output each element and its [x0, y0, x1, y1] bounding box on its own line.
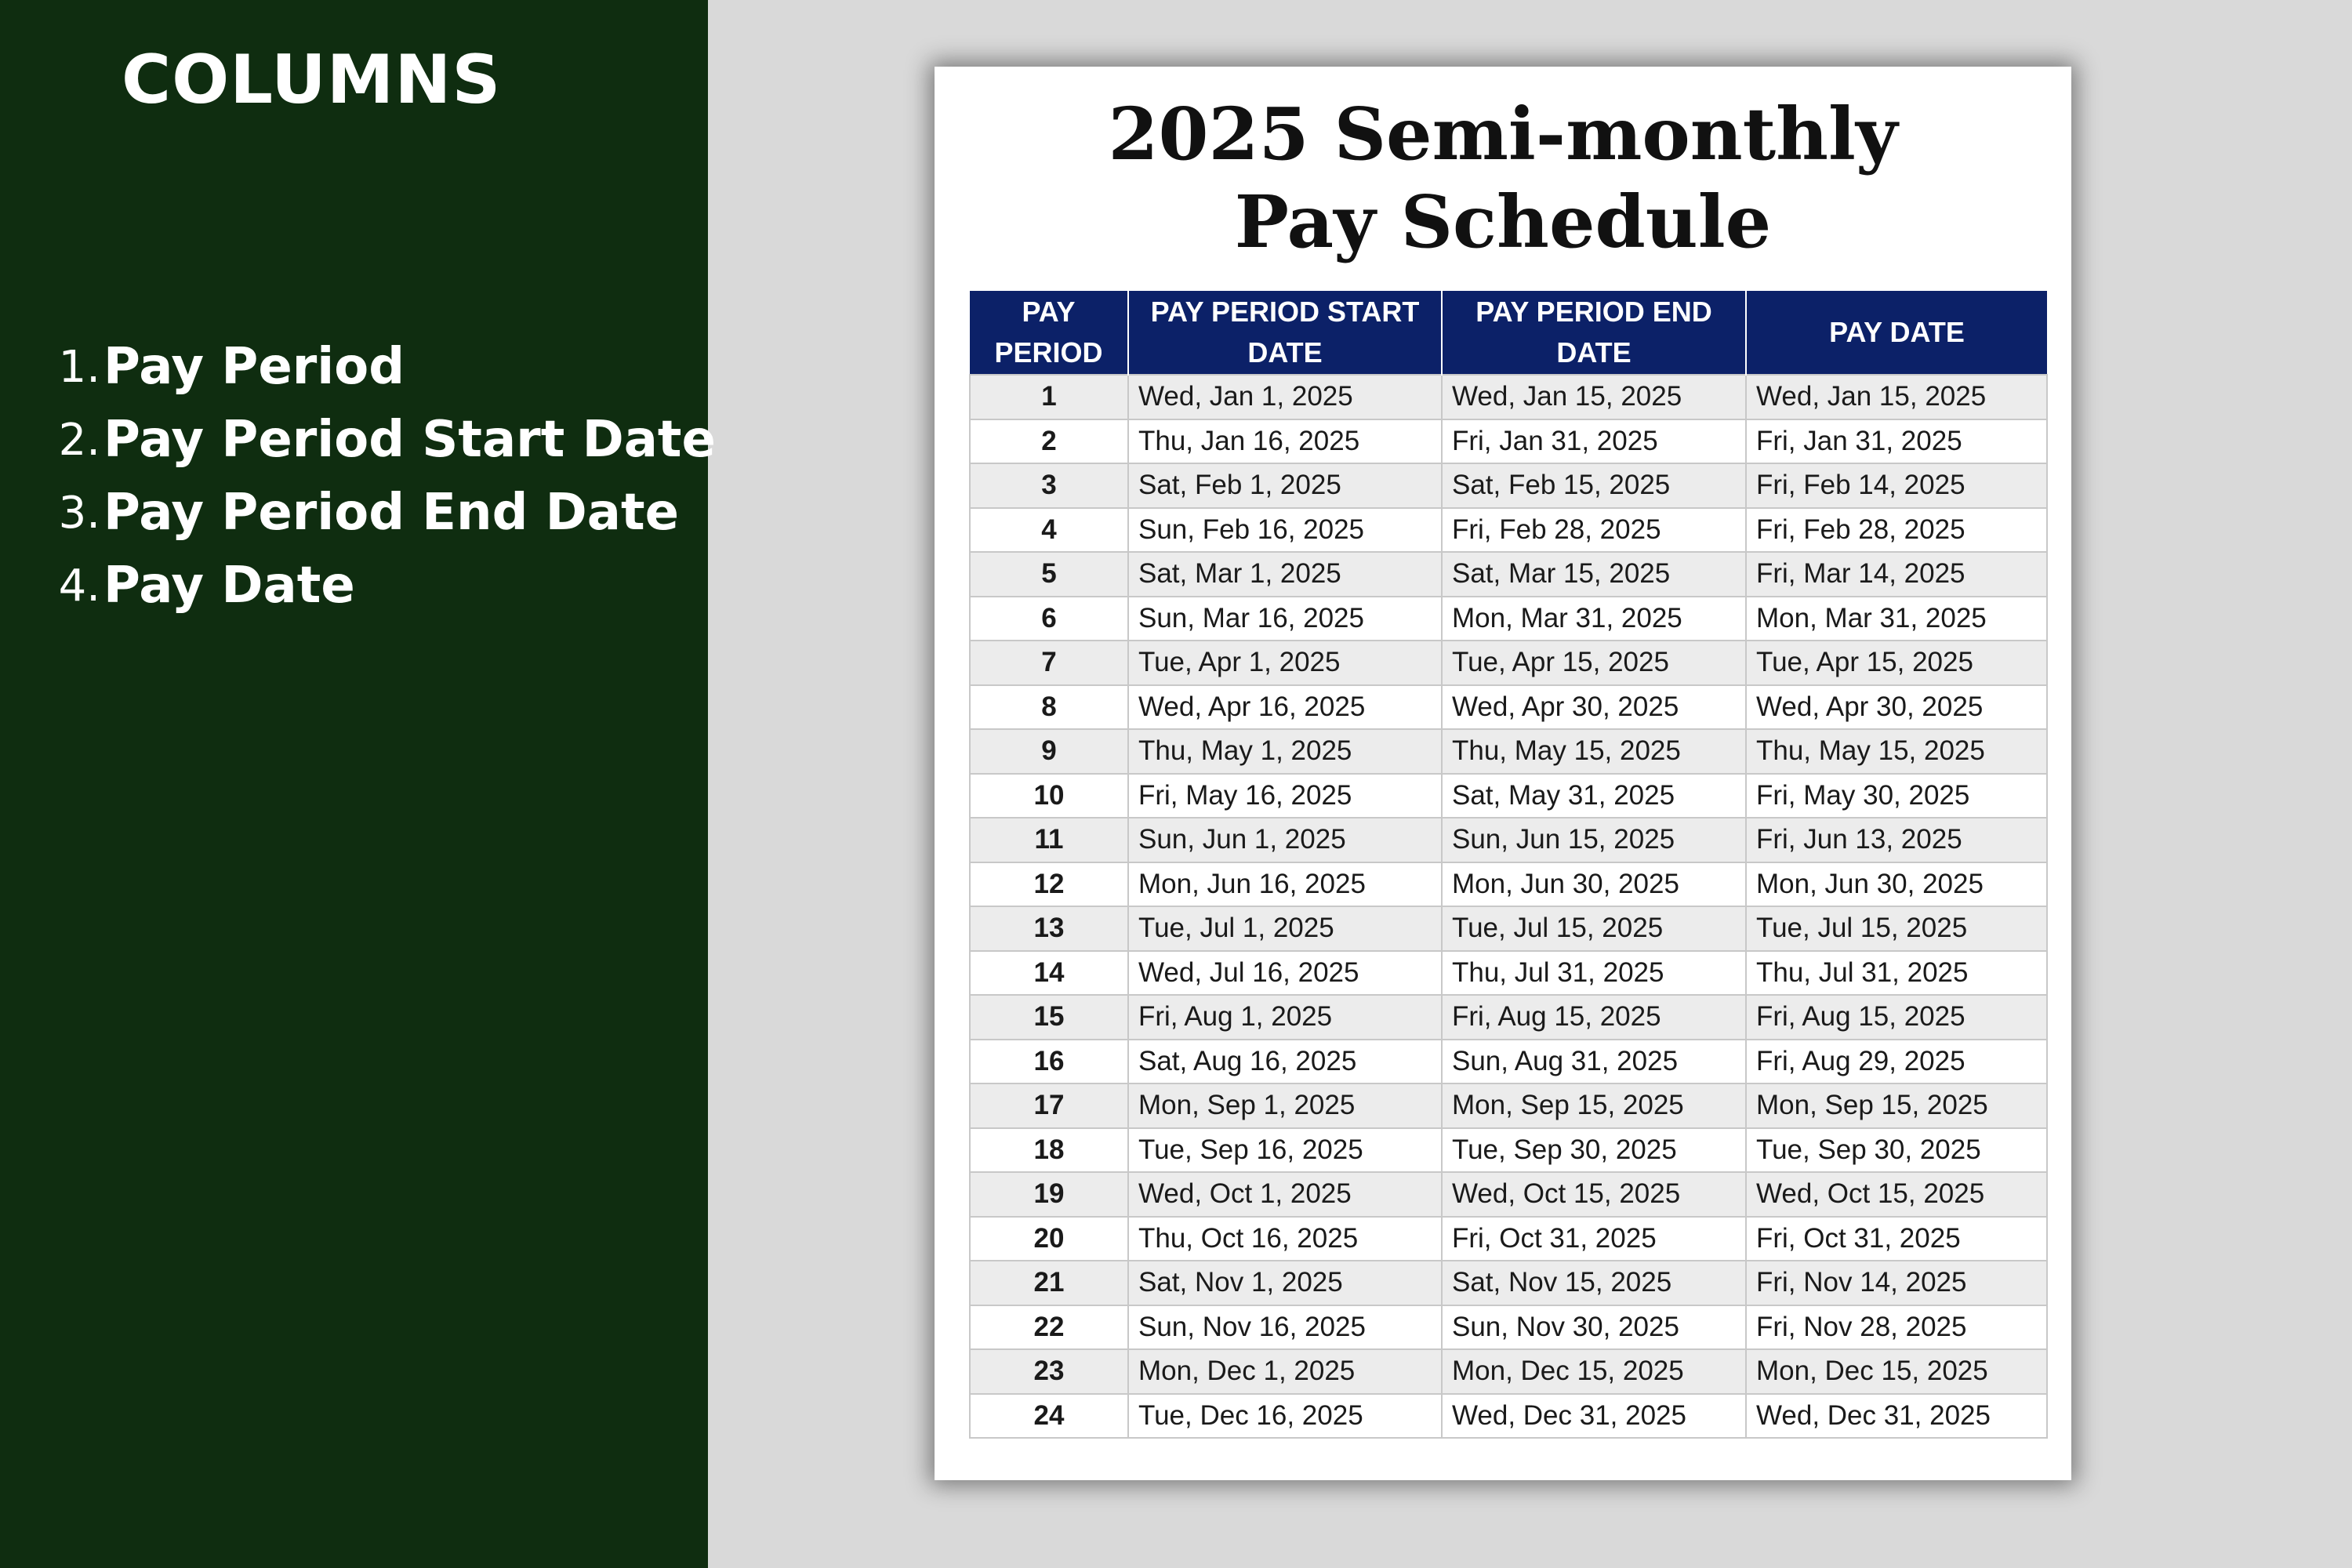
table-row	[970, 1261, 2047, 1305]
table-row	[970, 508, 2047, 553]
cell-pay-date: Wed, Apr 30, 2025	[1746, 685, 2047, 730]
table-row	[970, 552, 2047, 597]
cell-pay-date: Fri, Feb 28, 2025	[1746, 508, 2047, 553]
cell-end-date: Thu, Jul 31, 2025	[1442, 951, 1746, 996]
cell-start-date: Fri, Aug 1, 2025	[1128, 995, 1442, 1040]
header-pay-period: PAY PERIOD	[970, 291, 1128, 375]
cell-start-date: Wed, Apr 16, 2025	[1128, 685, 1442, 730]
cell-pay-period: 11	[970, 818, 1128, 862]
cell-end-date: Wed, Oct 15, 2025	[1442, 1172, 1746, 1217]
table-row	[970, 862, 2047, 907]
document-title-line: 2025 Semi-monthly	[1108, 92, 1898, 176]
cell-end-date: Fri, Feb 28, 2025	[1442, 508, 1746, 553]
table-row	[970, 1172, 2047, 1217]
cell-pay-period: 23	[970, 1349, 1128, 1394]
cell-pay-period: 20	[970, 1217, 1128, 1261]
cell-pay-date: Mon, Sep 15, 2025	[1746, 1083, 2047, 1128]
cell-pay-date: Fri, Jan 31, 2025	[1746, 419, 2047, 464]
table-row	[970, 1128, 2047, 1173]
cell-pay-date: Fri, Oct 31, 2025	[1746, 1217, 2047, 1261]
cell-end-date: Mon, Sep 15, 2025	[1442, 1083, 1746, 1128]
cell-end-date: Tue, Apr 15, 2025	[1442, 641, 1746, 685]
cell-pay-date: Fri, Aug 15, 2025	[1746, 995, 2047, 1040]
cell-pay-date: Fri, Nov 14, 2025	[1746, 1261, 2047, 1305]
cell-pay-period: 4	[970, 508, 1128, 553]
table-row	[970, 1040, 2047, 1084]
cell-start-date: Thu, May 1, 2025	[1128, 729, 1442, 774]
cell-start-date: Tue, Sep 16, 2025	[1128, 1128, 1442, 1173]
cell-start-date: Sat, Nov 1, 2025	[1128, 1261, 1442, 1305]
cell-pay-date: Fri, Jun 13, 2025	[1746, 818, 2047, 862]
table-row	[970, 951, 2047, 996]
list-number: 4.	[58, 561, 100, 612]
list-label: Pay Date	[103, 557, 355, 615]
cell-end-date: Sat, Feb 15, 2025	[1442, 463, 1746, 508]
document-page	[935, 67, 2071, 1480]
cell-end-date: Mon, Mar 31, 2025	[1442, 597, 1746, 641]
table-row	[970, 729, 2047, 774]
cell-start-date: Sun, Jun 1, 2025	[1128, 818, 1442, 862]
pay-schedule-table	[969, 291, 2048, 1439]
sidebar-panel	[0, 0, 716, 1568]
cell-start-date: Tue, Dec 16, 2025	[1128, 1394, 1442, 1439]
table-row	[970, 641, 2047, 685]
cell-end-date: Wed, Apr 30, 2025	[1442, 685, 1746, 730]
cell-end-date: Fri, Aug 15, 2025	[1442, 995, 1746, 1040]
cell-pay-date: Fri, May 30, 2025	[1746, 774, 2047, 818]
cell-start-date: Sat, Feb 1, 2025	[1128, 463, 1442, 508]
cell-pay-date: Mon, Jun 30, 2025	[1746, 862, 2047, 907]
list-number: 3.	[58, 488, 100, 539]
table-row	[970, 419, 2047, 464]
cell-end-date: Tue, Sep 30, 2025	[1442, 1128, 1746, 1173]
cell-end-date: Mon, Dec 15, 2025	[1442, 1349, 1746, 1394]
cell-start-date: Sat, Aug 16, 2025	[1128, 1040, 1442, 1084]
cell-start-date: Sun, Nov 16, 2025	[1128, 1305, 1442, 1350]
cell-end-date: Sat, May 31, 2025	[1442, 774, 1746, 818]
cell-pay-date: Thu, May 15, 2025	[1746, 729, 2047, 774]
cell-pay-period: 18	[970, 1128, 1128, 1173]
cell-end-date: Fri, Jan 31, 2025	[1442, 419, 1746, 464]
cell-pay-period: 19	[970, 1172, 1128, 1217]
document-title	[935, 90, 2071, 266]
cell-pay-date: Wed, Jan 15, 2025	[1746, 375, 2047, 419]
cell-pay-period: 12	[970, 862, 1128, 907]
list-number: 1.	[58, 342, 100, 393]
cell-pay-period: 13	[970, 906, 1128, 951]
cell-pay-period: 14	[970, 951, 1128, 996]
cell-pay-date: Mon, Dec 15, 2025	[1746, 1349, 2047, 1394]
cell-pay-period: 3	[970, 463, 1128, 508]
cell-pay-period: 2	[970, 419, 1128, 464]
header-pay-date: PAY DATE	[1746, 291, 2047, 375]
cell-pay-date: Fri, Mar 14, 2025	[1746, 552, 2047, 597]
cell-pay-period: 9	[970, 729, 1128, 774]
cell-start-date: Tue, Jul 1, 2025	[1128, 906, 1442, 951]
cell-pay-date: Fri, Nov 28, 2025	[1746, 1305, 2047, 1350]
cell-pay-date: Tue, Jul 15, 2025	[1746, 906, 2047, 951]
table-row	[970, 774, 2047, 818]
list-label: Pay Period Start Date	[103, 411, 716, 469]
cell-end-date: Wed, Dec 31, 2025	[1442, 1394, 1746, 1439]
cell-pay-period: 8	[970, 685, 1128, 730]
cell-end-date: Mon, Jun 30, 2025	[1442, 862, 1746, 907]
list-label: Pay Period	[103, 338, 405, 396]
table-header-row	[970, 291, 2047, 375]
cell-end-date: Wed, Jan 15, 2025	[1442, 375, 1746, 419]
list-label: Pay Period End Date	[103, 484, 679, 542]
table-row	[970, 463, 2047, 508]
cell-pay-period: 21	[970, 1261, 1128, 1305]
header-end-date: PAY PERIOD END DATE	[1442, 291, 1746, 375]
cell-pay-period: 22	[970, 1305, 1128, 1350]
cell-end-date: Sun, Nov 30, 2025	[1442, 1305, 1746, 1350]
cell-end-date: Sun, Aug 31, 2025	[1442, 1040, 1746, 1084]
cell-pay-date: Fri, Feb 14, 2025	[1746, 463, 2047, 508]
table-row	[970, 995, 2047, 1040]
cell-pay-date: Mon, Mar 31, 2025	[1746, 597, 2047, 641]
cell-end-date: Tue, Jul 15, 2025	[1442, 906, 1746, 951]
header-start-date: PAY PERIOD START DATE	[1128, 291, 1442, 375]
cell-start-date: Mon, Jun 16, 2025	[1128, 862, 1442, 907]
cell-start-date: Mon, Dec 1, 2025	[1128, 1349, 1442, 1394]
cell-start-date: Wed, Jan 1, 2025	[1128, 375, 1442, 419]
sidebar-title: COLUMNS	[122, 41, 502, 119]
table-row	[970, 375, 2047, 419]
cell-pay-date: Tue, Sep 30, 2025	[1746, 1128, 2047, 1173]
cell-end-date: Sun, Jun 15, 2025	[1442, 818, 1746, 862]
cell-start-date: Fri, May 16, 2025	[1128, 774, 1442, 818]
table-row	[970, 1305, 2047, 1350]
cell-pay-period: 15	[970, 995, 1128, 1040]
cell-start-date: Thu, Oct 16, 2025	[1128, 1217, 1442, 1261]
table-row	[970, 818, 2047, 862]
table-row	[970, 1083, 2047, 1128]
table-row	[970, 906, 2047, 951]
cell-start-date: Sun, Mar 16, 2025	[1128, 597, 1442, 641]
cell-start-date: Sun, Feb 16, 2025	[1128, 508, 1442, 553]
cell-pay-period: 16	[970, 1040, 1128, 1084]
cell-pay-period: 24	[970, 1394, 1128, 1439]
cell-start-date: Wed, Jul 16, 2025	[1128, 951, 1442, 996]
cell-end-date: Fri, Oct 31, 2025	[1442, 1217, 1746, 1261]
cell-pay-period: 7	[970, 641, 1128, 685]
cell-start-date: Wed, Oct 1, 2025	[1128, 1172, 1442, 1217]
cell-end-date: Sat, Nov 15, 2025	[1442, 1261, 1746, 1305]
cell-end-date: Thu, May 15, 2025	[1442, 729, 1746, 774]
table-row	[970, 597, 2047, 641]
document-title-line: Pay Schedule	[1234, 180, 1772, 264]
table-row	[970, 1394, 2047, 1439]
table-row	[970, 1217, 2047, 1261]
cell-end-date: Sat, Mar 15, 2025	[1442, 552, 1746, 597]
cell-pay-period: 1	[970, 375, 1128, 419]
cell-pay-period: 17	[970, 1083, 1128, 1128]
table-body	[970, 375, 2047, 1438]
cell-pay-date: Thu, Jul 31, 2025	[1746, 951, 2047, 996]
cell-pay-date: Wed, Oct 15, 2025	[1746, 1172, 2047, 1217]
cell-pay-date: Fri, Aug 29, 2025	[1746, 1040, 2047, 1084]
cell-start-date: Thu, Jan 16, 2025	[1128, 419, 1442, 464]
cell-pay-period: 6	[970, 597, 1128, 641]
cell-pay-date: Wed, Dec 31, 2025	[1746, 1394, 2047, 1439]
list-number: 2.	[58, 415, 100, 466]
cell-pay-period: 10	[970, 774, 1128, 818]
cell-start-date: Mon, Sep 1, 2025	[1128, 1083, 1442, 1128]
table-row	[970, 1349, 2047, 1394]
table-row	[970, 685, 2047, 730]
cell-start-date: Sat, Mar 1, 2025	[1128, 552, 1442, 597]
cell-pay-date: Tue, Apr 15, 2025	[1746, 641, 2047, 685]
cell-pay-period: 5	[970, 552, 1128, 597]
cell-start-date: Tue, Apr 1, 2025	[1128, 641, 1442, 685]
